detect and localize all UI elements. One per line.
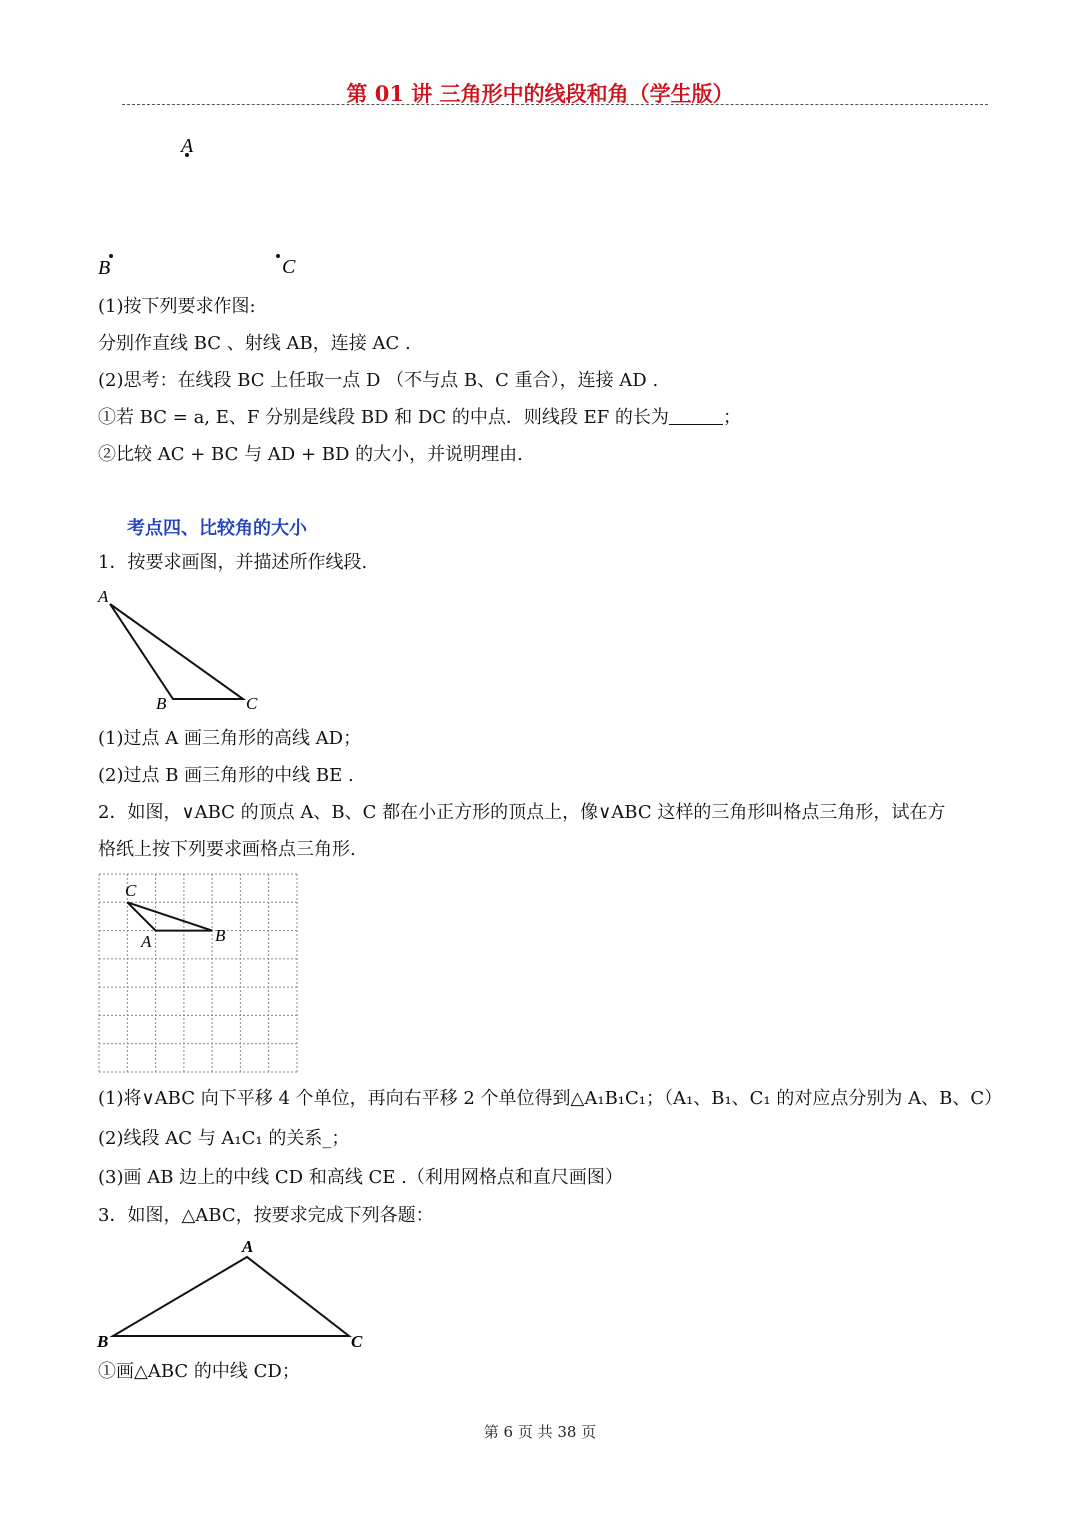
p2-label-a: A [141,932,152,951]
point-a-label: A [181,135,194,157]
p2-label-c: C [125,881,137,900]
p1-label-c: C [246,694,258,713]
p3-triangle-figure [95,1235,375,1355]
p1-triangle-figure [95,585,275,715]
prev-q2-2: ②比较 AC + BC 与 AD + BD 的大小，并说明理由. [98,444,523,465]
prev-q2: (2)思考：在线段 BC 上任取一点 D （不与点 B、C 重合），连接 AD . [98,370,659,391]
answer-blank [669,408,723,425]
header-divider [122,104,988,105]
p2-label-b: B [215,926,226,945]
p3-triangle [113,1257,349,1336]
p3-stem: 3．如图，△ABC，按要求完成下列各题： [98,1205,434,1226]
point-b-label: B [98,257,111,279]
prev-q2-1-text: ①若 BC = a, E、F 分别是线段 BD 和 DC 的中点．则线段 EF 的长为 [98,407,669,428]
p1-triangle [110,604,243,699]
p2-stem-line2: 格纸上按下列要求画格点三角形. [98,839,356,860]
page-number: 第 6 页 共 38 页 [483,1423,597,1441]
point-c-dot [276,254,280,258]
p1-label-a: A [98,587,109,606]
prev-q2-1-end: ； [722,407,741,428]
p2-stem-line1: 2．如图，∨ABC 的顶点 A、B、C 都在小正方形的顶点上，像∨ABC 这样的三角形叫格点三角形，试在方 [98,802,946,823]
p1-stem: 1．按要求画图，并描述所作线段. [98,552,368,573]
section-title: 考点四、比较角的大小 [127,518,307,539]
p3-label-a: A [242,1237,254,1256]
prev-q1-detail: 分别作直线 BC 、射线 AB，连接 AC . [98,333,411,354]
p1-q1: (1)过点 A 画三角形的高线 AD； [98,728,362,749]
p2-q3: (3)画 AB 边上的中线 CD 和高线 CE .（利用网格点和直尺画图） [98,1167,623,1188]
p1-label-b: B [156,694,167,713]
prev-q2-1 [98,407,741,429]
p2-q1: (1)将∨ABC 向下平移 4 个单位，再向右平移 2 个单位得到△A₁B₁C₁；（A₁、B₁、C₁ 的对应点分别为 A、B、C） [98,1088,1003,1109]
document-title: 第 01 讲 三角形中的线段和角（学生版） [346,81,734,106]
p3-q1: ①画△ABC 的中线 CD； [98,1361,300,1382]
p2-grid-figure [95,870,305,1080]
p1-q2: (2)过点 B 画三角形的中线 BE . [98,765,354,786]
p3-label-c: C [351,1332,363,1351]
points-figure [90,125,320,285]
p2-q2: (2)线段 AC 与 A₁C₁ 的关系_； [98,1128,350,1149]
p3-label-b: B [97,1332,109,1351]
p2-triangle [127,902,212,930]
point-c-label: C [282,256,296,278]
prev-q1: (1)按下列要求作图: [98,296,256,317]
